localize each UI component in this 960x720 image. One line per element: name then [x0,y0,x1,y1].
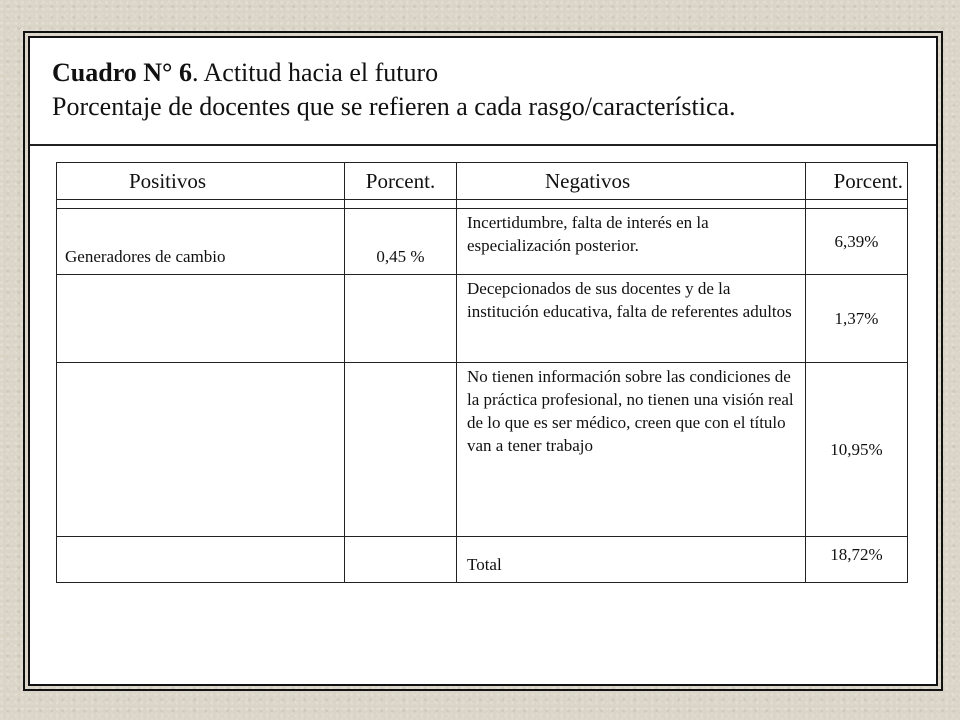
porcent-negativo-text: 1,37% [834,309,879,328]
negativo-cell [457,363,806,537]
porcent-positivo-text: 0,45 % [376,247,425,266]
spacer-cell [57,200,345,209]
total-empty-cell [57,537,345,583]
porcent-negativo-cell [806,275,908,363]
header-porcent-positivos: Porcent. [345,163,457,200]
header-spacer [57,200,908,209]
spacer-cell [457,200,806,209]
table-row [57,275,908,363]
porcent-negativo-cell [806,209,908,275]
total-value: 18,72% [830,545,883,564]
porcent-positivo-text [345,356,456,362]
table-label: Cuadro N° 6 [52,58,192,87]
positivo-text [65,530,336,536]
porcent-positivo-text [345,530,456,536]
header-positivos: Positivos [57,163,345,200]
total-label-cell [457,537,806,583]
slide-frame [28,36,938,686]
page-title [52,56,912,90]
porcent-negativo-cell [806,363,908,537]
negativo-cell [457,275,806,363]
positivo-cell [57,209,345,275]
table-row [57,363,908,537]
page-subtitle: Porcentaje de docentes que se refieren a cada rasgo/característica. [52,92,736,121]
porcent-negativo-text: 10,95% [830,440,883,459]
header-row [57,163,908,200]
porcent-negativo-text: 6,39% [834,232,879,251]
spacer-cell [345,200,457,209]
positivo-text [65,356,336,362]
positivo-text: Generadores de cambio [65,247,226,266]
positivo-cell [57,363,345,537]
title-block [52,56,912,124]
negativo-text: Incertidumbre, falta de interés en la especialización posterior. [467,213,709,255]
positivo-cell [57,275,345,363]
total-value-cell [806,537,908,583]
total-row [57,537,908,583]
negativo-text: No tienen información sobre las condiciones de la práctica profesional, no tienen una visión real de lo que es ser médico, creen que con el título van a tener trabajo [467,367,794,455]
header-negativos: Negativos [457,163,806,200]
total-empty-cell [345,537,457,583]
spacer-cell [806,200,908,209]
attitude-table [56,162,908,583]
total-label: Total [467,555,502,574]
table-caption: . Actitud hacia el futuro [191,58,439,87]
porcent-positivo-cell [345,209,457,275]
negativo-cell [457,209,806,275]
porcent-positivo-cell [345,275,457,363]
porcent-positivo-cell [345,363,457,537]
title-divider [30,144,936,146]
negativo-text: Decepcionados de sus docentes y de la institución educativa, falta de referentes adultos [467,279,792,321]
table-row [57,209,908,275]
header-porcent-negativos: Porcent. [806,163,908,200]
